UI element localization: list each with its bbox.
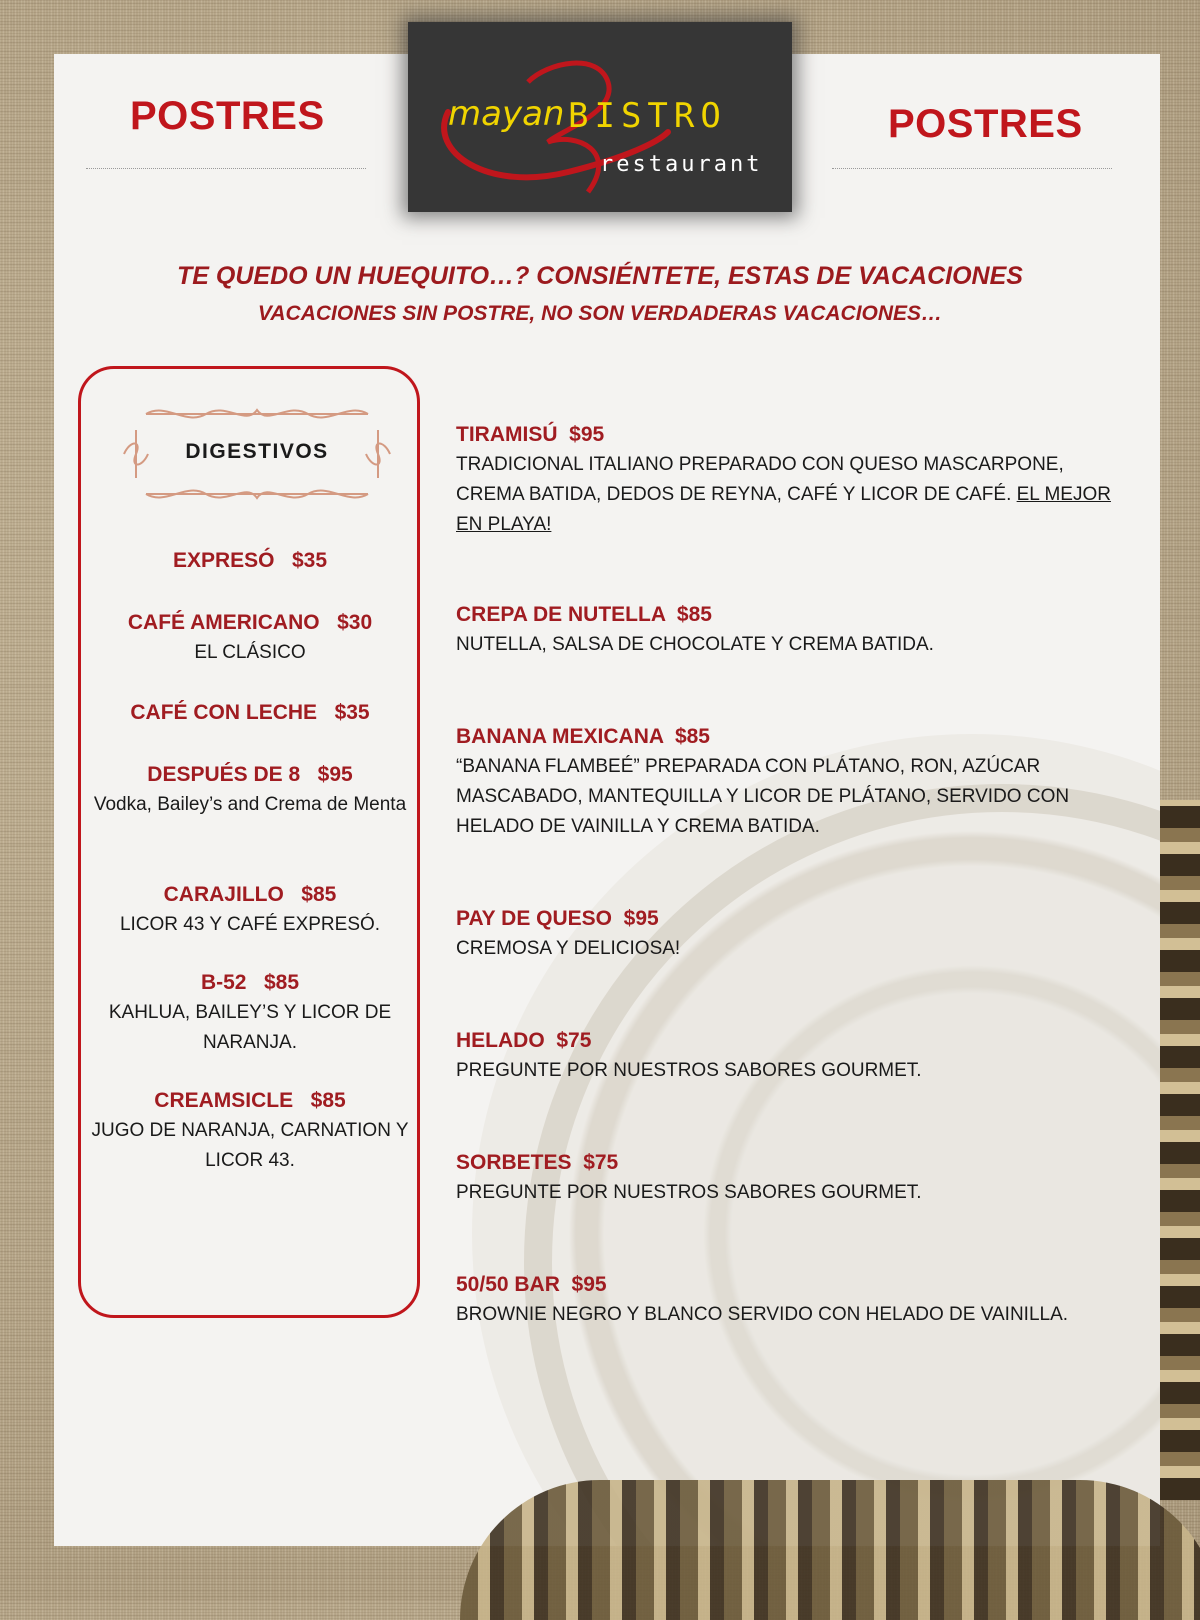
- digestivo-item: [90, 880, 410, 940]
- digestivo-item: [90, 608, 410, 668]
- dessert-desc: PREGUNTE POR NUESTROS SABORES GOURMET.: [456, 1060, 922, 1081]
- digestivo-name: B-52 $85: [200, 971, 300, 994]
- dessert-desc: “BANANA FLAMBEÉ” PREPARADA CON PLÁTANO, RON, AZÚCAR MASCABADO, MANTEQUILLA Y LICOR DE PLÁTANO, SERVIDO CON HELADO DE VAINILLA Y CREMA BATIDA.: [456, 756, 1070, 837]
- title-rule-left: [86, 168, 366, 169]
- dessert-desc: BROWNIE NEGRO Y BLANCO SERVIDO CON HELADO DE VAINILLA.: [456, 1304, 1069, 1325]
- digestivo-item: [90, 1086, 410, 1176]
- dessert-name: 50/50 BAR $95: [456, 1273, 607, 1296]
- digestivo-desc: EL CLÁSICO: [194, 642, 306, 663]
- dessert-highlight: EL MEJOR EN PLAYA!: [456, 484, 1111, 535]
- tagline-primary: TE QUEDO UN HUEQUITO…? CONSIÉNTETE, ESTAS DE VACACIONES: [177, 262, 1023, 290]
- logo-brand-bistro: BISTRO: [568, 96, 727, 136]
- digestivos-title: DIGESTIVOS: [185, 440, 329, 463]
- dessert-item: [456, 722, 1116, 842]
- digestivo-desc: KAHLUA, BAILEY’S Y LICOR DE NARANJA.: [108, 1002, 392, 1053]
- digestivo-item: [90, 760, 410, 820]
- digestivo-item: [90, 546, 410, 576]
- dessert-name: CREPA DE NUTELLA $85: [456, 603, 712, 626]
- dessert-item: [456, 420, 1116, 540]
- page-title-right: POSTRES: [888, 102, 1083, 146]
- dessert-item: [456, 1270, 1116, 1330]
- dessert-desc: PREGUNTE POR NUESTROS SABORES GOURMET.: [456, 1182, 922, 1203]
- digestivo-name: EXPRESÓ $35: [172, 549, 328, 572]
- dessert-name: SORBETES $75: [456, 1151, 619, 1174]
- dessert-name: TIRAMISÚ $95: [456, 423, 605, 446]
- dessert-desc: [456, 450, 1116, 540]
- dessert-name: PAY DE QUESO $95: [456, 907, 659, 930]
- digestivo-item: [90, 968, 410, 1058]
- dessert-item: [456, 1026, 1116, 1086]
- digestivo-name: CAFÉ CON LECHE $35: [130, 701, 370, 724]
- logo-subtitle: restaurant: [600, 152, 763, 177]
- digestivo-desc: Vodka, Bailey’s and Crema de Menta: [93, 794, 407, 815]
- dessert-name: HELADO $75: [456, 1029, 592, 1052]
- dessert-item: [456, 600, 1116, 660]
- digestivo-desc: JUGO DE NARANJA, CARNATION Y LICOR 43.: [91, 1120, 409, 1171]
- title-rule-right: [832, 168, 1112, 169]
- dessert-desc: CREMOSA Y DELICIOSA!: [456, 938, 681, 959]
- calendar-glyphs-decoration: [1160, 800, 1200, 1500]
- digestivo-name: CREAMSICLE $85: [154, 1089, 346, 1112]
- dessert-name: BANANA MEXICANA $85: [456, 725, 710, 748]
- dessert-item: [456, 904, 1116, 964]
- logo-brand-mayan: mayan: [448, 94, 565, 134]
- page-title-left: POSTRES: [130, 94, 325, 138]
- digestivo-name: DESPUÉS DE 8 $95: [147, 763, 353, 786]
- dessert-desc: NUTELLA, SALSA DE CHOCOLATE Y CREMA BATIDA.: [456, 634, 934, 655]
- dessert-item: [456, 1148, 1116, 1208]
- dessert-desc-text: TRADICIONAL ITALIANO PREPARADO CON QUESO MASCARPONE, CREMA BATIDA, DEDOS DE REYNA, CAFÉ Y LICOR DE CAFÉ.: [456, 454, 1064, 505]
- digestivo-item: [90, 698, 410, 728]
- digestivo-desc: LICOR 43 Y CAFÉ EXPRESÓ.: [119, 914, 381, 935]
- restaurant-logo: [408, 22, 792, 212]
- digestivo-name: CAFÉ AMERICANO $30: [127, 611, 373, 634]
- tagline-secondary: VACACIONES SIN POSTRE, NO SON VERDADERAS VACACIONES…: [257, 302, 943, 325]
- digestivo-name: CARAJILLO $85: [163, 883, 337, 906]
- calendar-edge-decoration: [460, 1480, 1200, 1620]
